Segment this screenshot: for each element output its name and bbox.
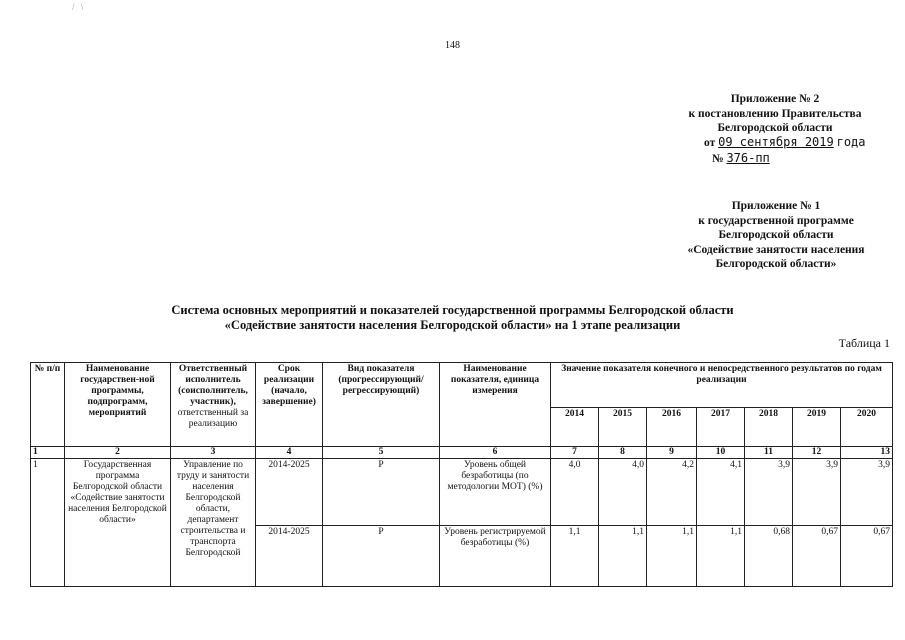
indicator-name-cell: Уровень общей безработицы (по методологии МОТ) (%) <box>440 459 551 526</box>
header-year: 2015 <box>599 408 647 447</box>
indicator-type-cell: Р <box>323 459 440 526</box>
header-executor-normal: ответственный за реализацию <box>177 408 249 429</box>
header-executor <box>171 363 256 447</box>
number-prefix: № <box>712 153 724 165</box>
value-cell: 3,9 <box>745 459 793 526</box>
value-cell: 1,1 <box>599 526 647 587</box>
corner-mark: / \ <box>72 2 86 12</box>
column-number: 8 <box>599 447 647 459</box>
header-indicator-name: Наименование показателя, единица измерения <box>440 363 551 447</box>
executor-cell: Управление по труду и занятости населения Белгородской области, департамент строительства и транспорта Белгородской <box>171 459 256 587</box>
period-cell: 2014-2025 <box>256 526 323 587</box>
column-number: 5 <box>323 447 440 459</box>
annex-1-block <box>662 199 890 272</box>
value-cell: 4,0 <box>599 459 647 526</box>
indicator-type-cell: Р <box>323 526 440 587</box>
column-numbers-row <box>31 447 893 459</box>
value-cell: 0,67 <box>793 526 841 587</box>
value-cell: 4,2 <box>647 459 697 526</box>
column-number: 13 <box>841 447 893 459</box>
date-value: 09 сентября 2019 <box>718 135 834 149</box>
column-number: 9 <box>647 447 697 459</box>
page-number: 148 <box>445 40 460 51</box>
header-year: 2019 <box>793 408 841 447</box>
header-year: 2017 <box>697 408 745 447</box>
header-row-1 <box>31 363 893 408</box>
column-number: 1 <box>31 447 65 459</box>
value-cell: 4,0 <box>551 459 599 526</box>
annex-1-heading: Приложение № 1 <box>731 200 821 212</box>
row-num: 1 <box>31 459 65 587</box>
table-label: Таблица 1 <box>838 336 890 350</box>
date-prefix: от <box>704 137 716 149</box>
column-number: 6 <box>440 447 551 459</box>
header-year: 2020 <box>841 408 893 447</box>
value-cell: 0,68 <box>745 526 793 587</box>
value-cell: 1,1 <box>551 526 599 587</box>
value-cell: 3,9 <box>841 459 893 526</box>
annex-2-date <box>704 135 866 151</box>
header-year: 2018 <box>745 408 793 447</box>
header-indicator-type: Вид показателя (прогрессирующий/ регрессирующий) <box>323 363 440 447</box>
column-number: 11 <box>745 447 793 459</box>
header-year: 2016 <box>647 408 697 447</box>
value-cell: 0,67 <box>841 526 893 587</box>
document-title <box>0 303 905 333</box>
title-line-2: «Содействие занятости населения Белгородской области» на 1 этапе реализации <box>224 318 681 332</box>
annex-2-resolution: к постановлению Правительства <box>688 107 862 120</box>
annex-1-program: к государственной программе <box>698 214 854 227</box>
annex-2-block <box>680 92 870 136</box>
period-cell: 2014-2025 <box>256 459 323 526</box>
column-number: 2 <box>65 447 171 459</box>
header-values-group: Значение показателя конечного и непосредственного результатов по годам реализации <box>551 363 893 408</box>
date-suffix: года <box>836 135 866 149</box>
value-cell: 3,9 <box>793 459 841 526</box>
column-number: 12 <box>793 447 841 459</box>
column-number: 7 <box>551 447 599 459</box>
program-name-cell: Государственная программа Белгородской области «Содействие занятости населения Белгородской области» <box>65 459 171 587</box>
header-num: № п/п <box>31 363 65 447</box>
annex-2-region: Белгородской области <box>717 122 833 134</box>
table-row <box>31 459 893 526</box>
header-executor-bold: Ответственный исполнитель (соисполнитель, участник), <box>178 364 248 407</box>
annex-1-region: Белгородской области <box>718 229 834 241</box>
value-cell: 1,1 <box>697 526 745 587</box>
column-number: 3 <box>171 447 256 459</box>
annex-2-number <box>712 151 770 167</box>
header-name: Наименование государствен-ной программы, подпрограмм, мероприятий <box>65 363 171 447</box>
annex-1-program-name-2: Белгородской области» <box>715 258 837 270</box>
number-value: 376-пп <box>726 151 770 165</box>
value-cell: 1,1 <box>647 526 697 587</box>
header-year: 2014 <box>551 408 599 447</box>
title-line-1: Система основных мероприятий и показателей государственной программы Белгородской области <box>171 303 734 317</box>
indicator-name-cell: Уровень регистрируемой безработицы (%) <box>440 526 551 587</box>
column-number: 4 <box>256 447 323 459</box>
indicators-table <box>30 362 893 587</box>
annex-1-program-name: «Содействие занятости населения <box>687 243 865 256</box>
header-period: Срок реализации (начало, завершение) <box>256 363 323 447</box>
column-number: 10 <box>697 447 745 459</box>
annex-2-heading: Приложение № 2 <box>730 93 820 105</box>
value-cell: 4,1 <box>697 459 745 526</box>
